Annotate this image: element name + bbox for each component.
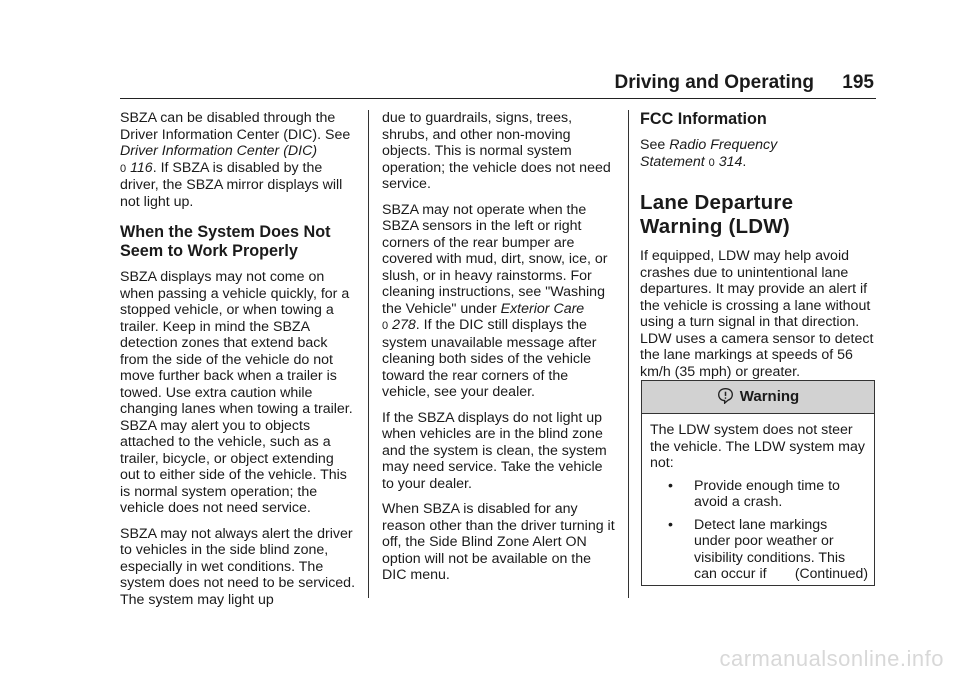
warning-title: Warning [739, 388, 800, 405]
column-divider [368, 110, 369, 598]
warning-box [641, 380, 875, 586]
warning-icon [717, 387, 734, 404]
page-ref-icon: 0 [120, 162, 127, 175]
paragraph: If equipped, LDW may help avoid crashes due to unintentional lane departures. It may provide an alert if the vehicle is crossing a lane without using a turn signal in that direction. LDW uses a camera sensor to detect the lane markings at speeds of 56 km/h (35 mph) or greater. [640, 248, 874, 380]
column-3 [640, 110, 876, 389]
cross-reference-link[interactable]: Exterior Care [500, 300, 585, 317]
page-header [120, 72, 876, 99]
list-item: • Detect lane markings under poor weather or visibility conditions. This can occur if [668, 516, 846, 582]
cross-reference-link[interactable]: Driver Information Center (DIC) [120, 143, 318, 159]
bullet-icon: • [668, 477, 673, 494]
watermark: carmanualsonline.info [719, 646, 944, 671]
page-ref-number[interactable]: 278 [392, 317, 416, 333]
column-divider [628, 110, 629, 598]
warning-header [642, 381, 874, 414]
warning-body [642, 414, 874, 583]
cross-reference-link[interactable]: Radio Frequency Statement [640, 137, 778, 170]
paragraph: SBZA can be disabled through the Driver Information Center (DIC). See Driver Information Center (DIC) 0 116. If SBZA is disabled by the driver, the SBZA mirror displays will not light up. [120, 110, 351, 210]
section-title: Driving and Operating [614, 72, 814, 93]
list-item: • Provide enough time to avoid a crash. [668, 477, 840, 510]
page-ref-icon: 0 [708, 156, 715, 169]
paragraph: See Radio Frequency Statement 0 314. [640, 137, 778, 170]
paragraph: SBZA may not operate when the SBZA sensors in the left or right corners of the rear bumper are covered with mud, dirt, snow, ice, or slush, or in heavy rainstorms. For cleaning instructions, see "Washing the Vehicle" under Exterior Care 0 278. If the DIC still displays the system unavailable message after cleaning both sides of the vehicle toward the rear corners of the vehicle, see your dealer. [382, 201, 608, 400]
warning-intro: The LDW system does not steer the vehicle. The LDW system may not: [650, 422, 865, 471]
page-ref-icon: 0 [382, 320, 389, 332]
column-2 [382, 110, 618, 593]
section-heading: FCC Information [640, 110, 767, 128]
bullet-icon: • [668, 516, 673, 533]
paragraph: due to guardrails, signs, trees, shrubs, and other non-moving objects. This is normal system operation; the vehicle does not need service. [382, 110, 611, 192]
page-number: 195 [842, 72, 874, 93]
chapter-heading: Lane Departure Warning (LDW) [640, 191, 794, 238]
paragraph: SBZA may not always alert the driver to vehicles in the side blind zone, especially in wet conditions. The system does not need to be serviced. The system may light up [120, 525, 356, 608]
section-heading: When the System Does Not Seem to Work Properly [120, 223, 331, 260]
paragraph: When SBZA is disabled for any reason other than the driver turning it off, the Side Blind Zone Alert ON option will not be available on the DIC menu. [382, 501, 615, 583]
page-ref-number[interactable]: 314 [718, 153, 743, 170]
continued-label: (Continued) [794, 564, 868, 581]
paragraph: If the SBZA displays do not light up when vehicles are in the blind zone and the system is clean, the system may need service. Take the vehicle to your dealer. [382, 409, 607, 492]
paragraph: SBZA displays may not come on when passing a vehicle quickly, for a stopped vehicle, or when towing a trailer. Keep in mind the SBZA detection zones that extend back from the side of the vehicle do not move further back when a trailer is towed. Use extra caution while changing lanes when towing a trailer. SBZA may alert you to objects attached to the vehicle, such as a trailer, bicycle, or object extending out to either side of the vehicle. This is normal system operation; the vehicle does not need service. [120, 269, 353, 516]
page-ref-number[interactable]: 116 [130, 159, 153, 176]
column-1 [120, 110, 356, 617]
